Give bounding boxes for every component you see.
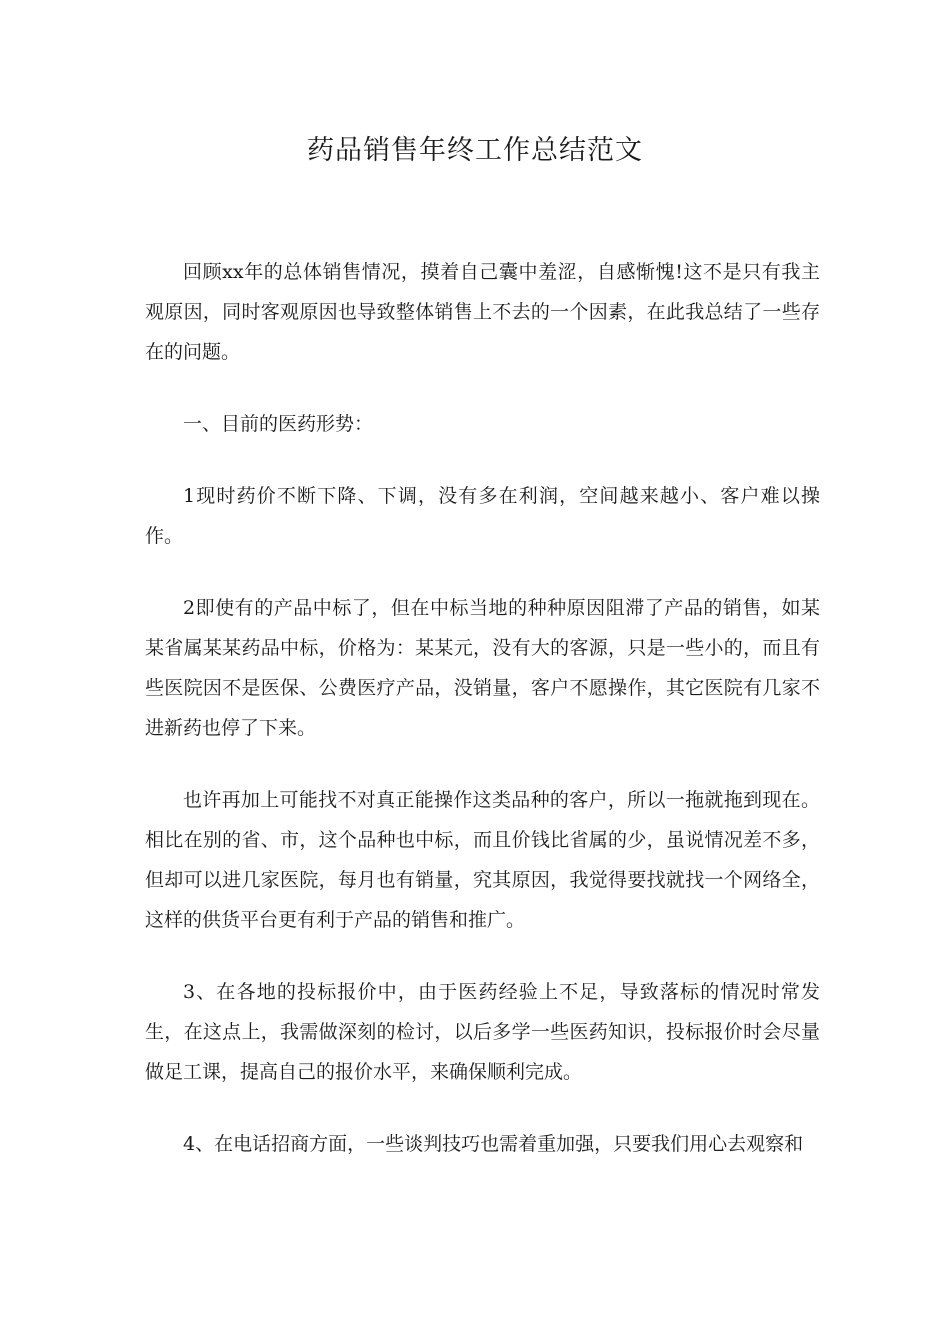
document-title: 药品销售年终工作总结范文	[307, 135, 643, 166]
paragraph-point-2: 2即使有的产品中标了，但在中标当地的种种原因阻滞了产品的销售，如某某省属某某药品中标，价格为：某某元，没有大的客源，只是一些小的，而且有些医院因不是医保、公费医疗产品，没销量，客户不愿操作，其它医院有几家不进新药也停了下来。	[145, 597, 820, 739]
paragraph-point-4: 4、在电话招商方面，一些谈判技巧也需着重加强，只要我们用心去观察和	[183, 1133, 804, 1155]
paragraph-point-1: 1现时药价不断下降、下调，没有多在利润，空间越来越小、客户难以操作。	[145, 485, 820, 547]
paragraph-intro: 回顾xx年的总体销售情况，摸着自己囊中羞涩，自感惭愧!这不是只有我主观原因，同时客观原因也导致整体销售上不去的一个因素，在此我总结了一些存在的问题。	[145, 261, 820, 363]
paragraph-point-3: 3、在各地的投标报价中，由于医药经验上不足，导致落标的情况时常发生，在这点上，我需做深刻的检讨，以后多学一些医药知识，投标报价时会尽量做足工课，提高自己的报价水平，来确保顺利完成。	[145, 981, 820, 1083]
paragraph-point-2-continued: 也许再加上可能找不对真正能操作这类品种的客户，所以一拖就拖到现在。相比在别的省、市，这个品种也中标，而且价钱比省属的少，虽说情况差不多，但却可以进几家医院，每月也有销量，究其原因，我觉得要找就找一个网络全，这样的供货平台更有利于产品的销售和推广。	[145, 789, 820, 931]
paragraph-section-heading: 一、目前的医药形势：	[183, 413, 374, 435]
document-body	[145, 252, 820, 1196]
